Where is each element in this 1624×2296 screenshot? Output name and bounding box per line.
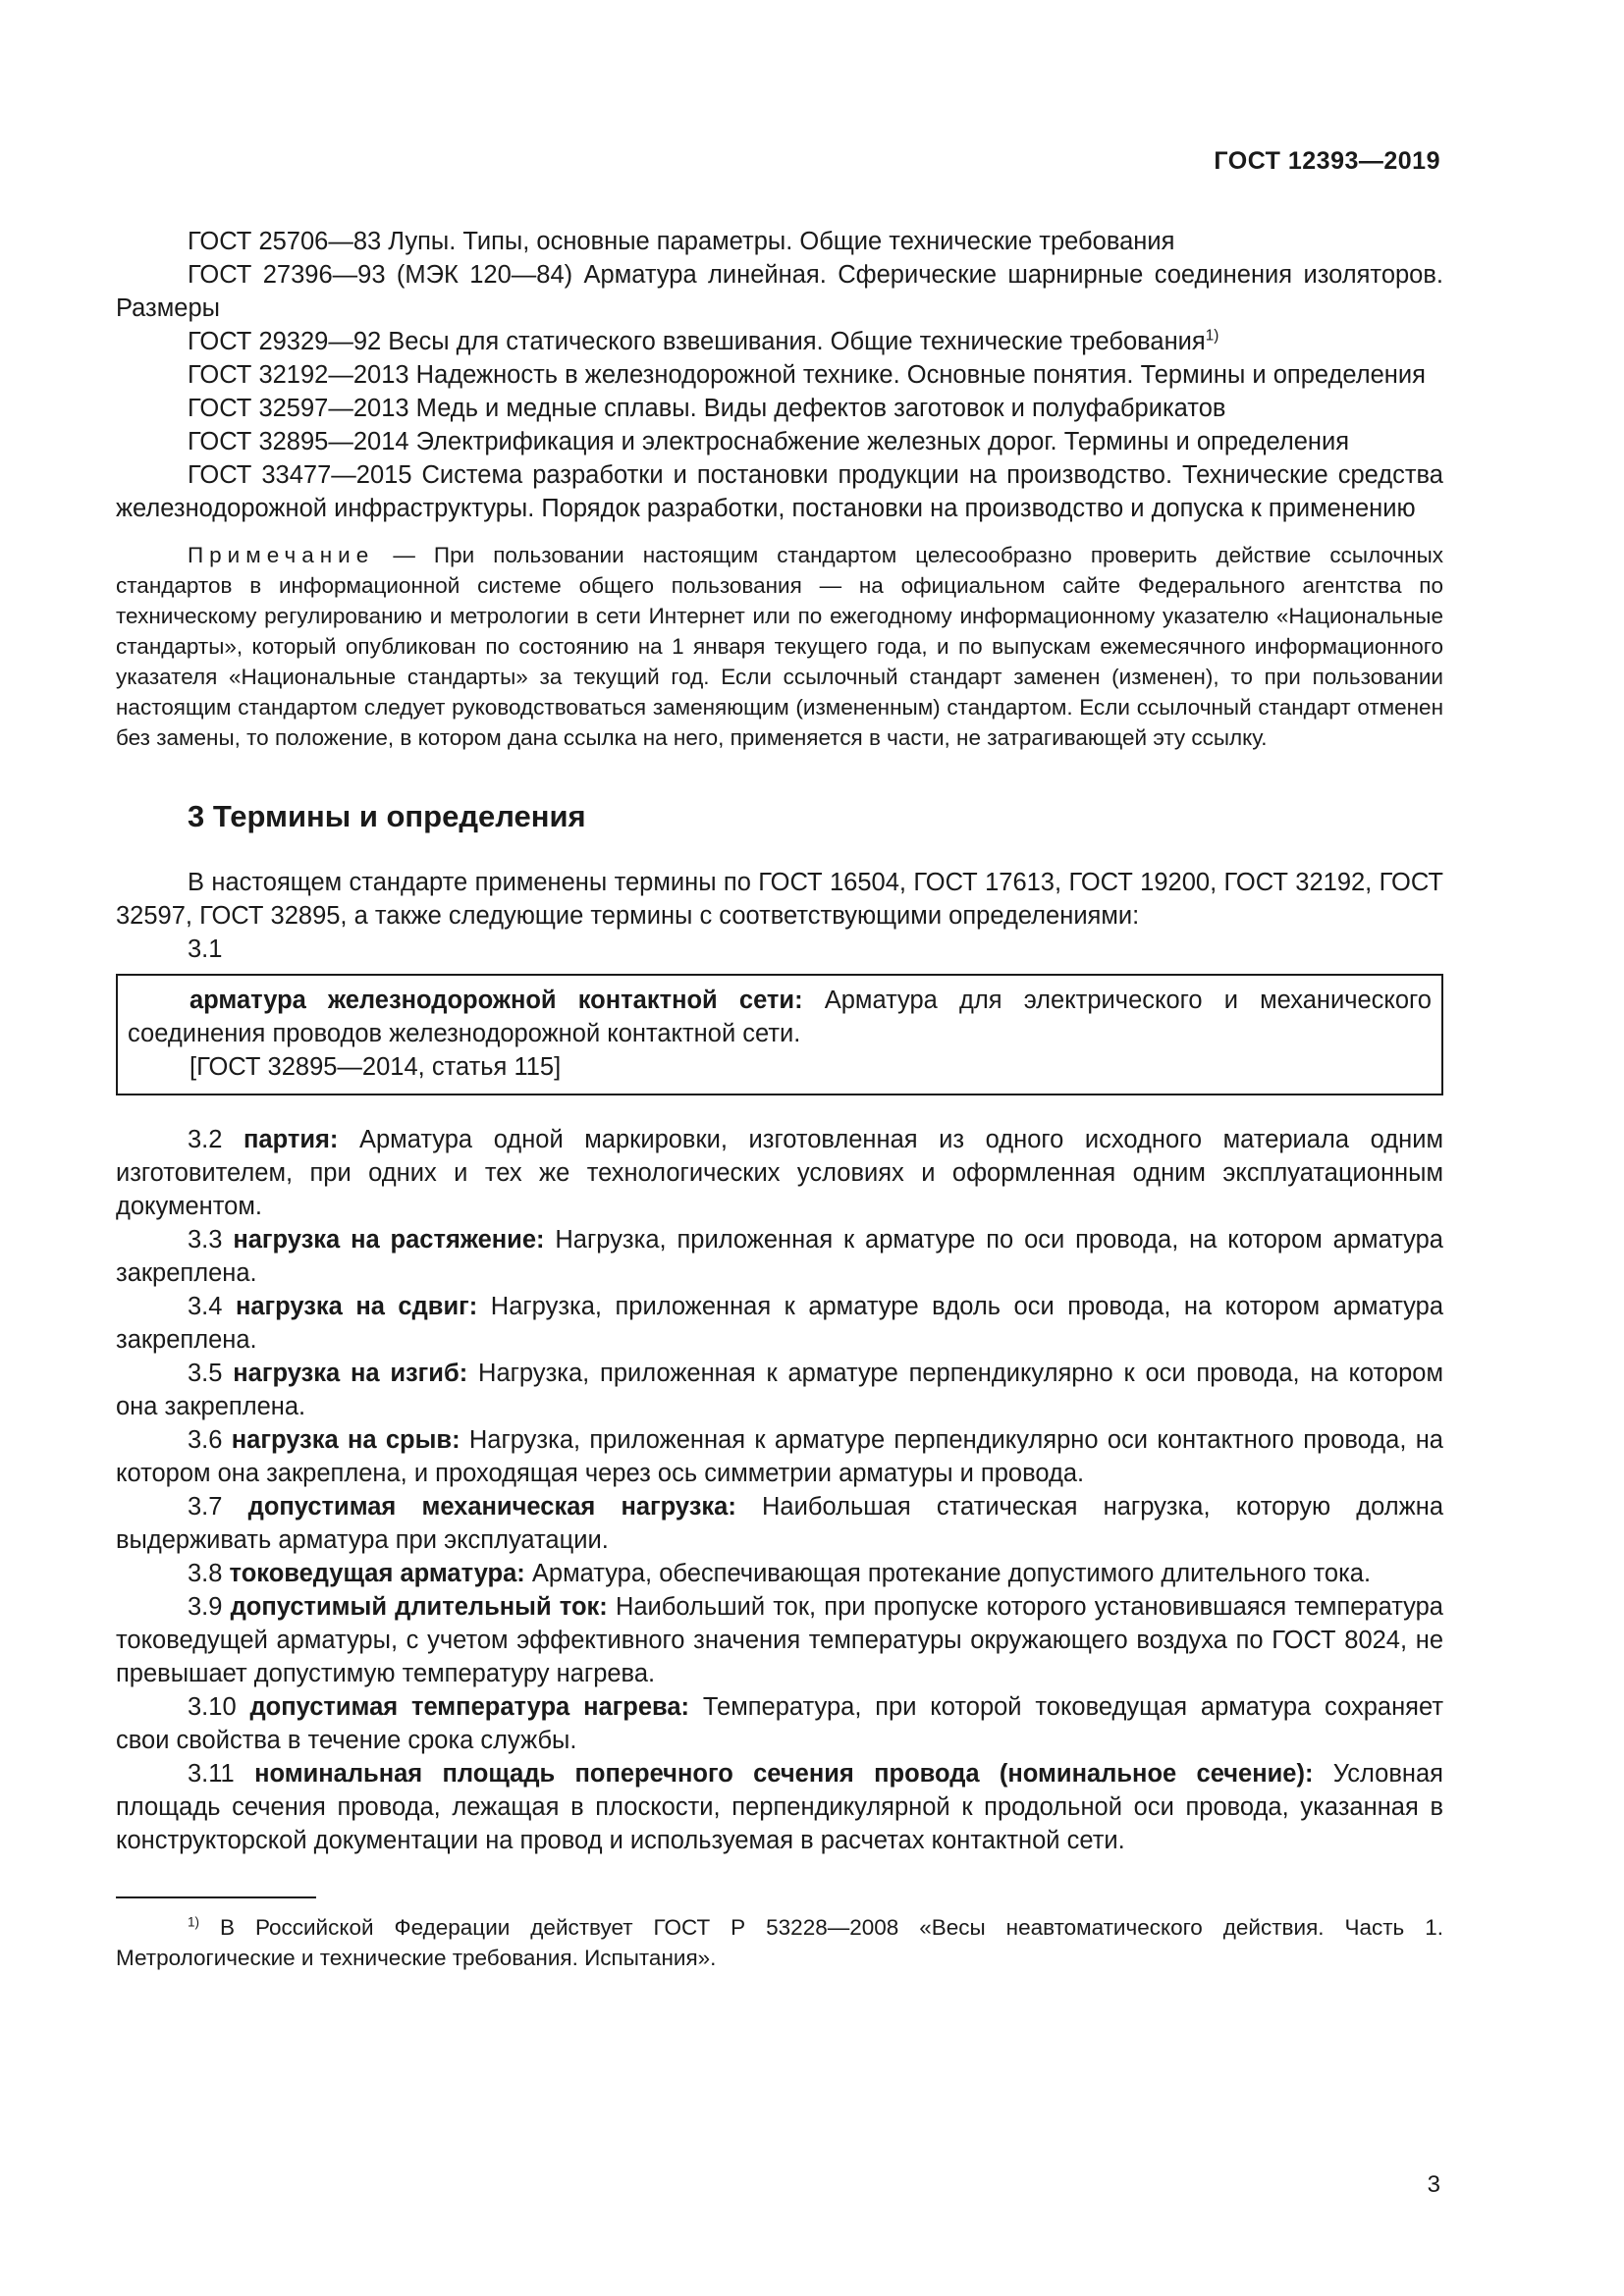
term-name: номинальная площадь поперечного сечения провода (номинальное сечение):	[254, 1760, 1314, 1788]
main-content	[116, 225, 1443, 1973]
footnote-text: В Российской Федерации действует ГОСТ Р 53228—2008 «Весы неавтоматического действия. Часть 1. Метрологические и технические требования. Испытания».	[116, 1915, 1443, 1970]
document-code: ГОСТ 12393—2019	[1214, 147, 1440, 175]
term-text: Нагрузка, приложенная к арматуре по оси провода, на котором арматура закреплена.	[116, 1226, 1443, 1287]
note-text: — При пользовании настоящим стандартом целесообразно проверить действие ссылочных стандартов в информационной системе общего пользования — на официальном сайте Федерального агентства по техническому регулированию и метрологии в сети Интернет или по ежегодному информационному указателю «Национальные стандарты», который опубликован по состоянию на 1 января текущего года, и по выпускам ежемесячного информационного указателя «Национальные стандарты» за текущий год. Если ссылочный стандарт заменен (изменен), то при пользовании настоящим стандартом следует руководствоваться заменяющим (измененным) стандартом. Если ссылочный стандарт отменен без замены, то положение, в котором дана ссылка на него, применяется в части, не затрагивающей эту ссылку.	[116, 543, 1443, 750]
term-text: Нагрузка, приложенная к арматуре вдоль оси провода, на котором арматура закреплена.	[116, 1293, 1443, 1354]
term-name: партия:	[244, 1126, 339, 1153]
footnote-divider	[116, 1896, 316, 1898]
term-definition	[116, 1557, 1443, 1590]
term-definition	[116, 1590, 1443, 1690]
term-number: 3.7	[188, 1493, 223, 1521]
reference-item: ГОСТ 27396—93 (МЭК 120—84) Арматура линейная. Сферические шарнирные соединения изоляторов. Размеры	[116, 261, 1443, 322]
term-text: Температура, при которой токоведущая арматура сохраняет свои свойства в течение срока службы.	[116, 1693, 1443, 1754]
term-name: допустимый длительный ток:	[230, 1593, 608, 1621]
reference-text: ГОСТ 29329—92 Весы для статического взвешивания. Общие технические требования	[188, 328, 1206, 355]
term-name: нагрузка на изгиб:	[233, 1360, 468, 1387]
note-label: Примечание	[188, 543, 375, 567]
term-definition	[116, 1290, 1443, 1357]
term-number: 3.1	[188, 935, 223, 963]
term-text: Нагрузка, приложенная к арматуре перпендикулярно к оси провода, на котором она закреплена.	[116, 1360, 1443, 1420]
reference-item	[116, 325, 1443, 358]
term-name: допустимая температура нагрева:	[249, 1693, 690, 1721]
term-definition	[116, 1757, 1443, 1857]
section-intro: В настоящем стандарте применены термины по ГОСТ 16504, ГОСТ 17613, ГОСТ 19200, ГОСТ 32192, ГОСТ 32597, ГОСТ 32895, а также следующие термины с соответствующими определениями:	[116, 869, 1443, 930]
term-number: 3.5	[188, 1360, 223, 1387]
reference-item: ГОСТ 32597—2013 Медь и медные сплавы. Виды дефектов заготовок и полуфабрикатов	[188, 395, 1226, 422]
reference-item: ГОСТ 32895—2014 Электрификация и электроснабжение железных дорог. Термины и определения	[188, 428, 1350, 455]
term-definition	[116, 1490, 1443, 1557]
section-title: 3 Термины и определения	[188, 799, 586, 833]
term-number: 3.9	[188, 1593, 223, 1621]
reference-item: ГОСТ 33477—2015 Система разработки и постановки продукции на производство. Технические средства железнодорожной инфраструктуры. Порядок разработки, постановки на производство и допуска к применению	[116, 461, 1443, 522]
term-text: Арматура одной маркировки, изготовленная из одного исходного материала одним изготовителем, при одних и тех же технологических условиях и оформленная одним эксплуатационным документом.	[116, 1126, 1443, 1220]
footnote-mark: 1)	[188, 1914, 200, 1930]
term-number: 3.4	[188, 1293, 223, 1320]
term-definition	[116, 1423, 1443, 1490]
term-number: 3.3	[188, 1226, 223, 1254]
term-number: 3.6	[188, 1426, 223, 1454]
term-text: Нагрузка, приложенная к арматуре перпендикулярно оси контактного провода, на котором она закреплена, и проходящая через ось симметрии арматуры и провода.	[116, 1426, 1443, 1487]
term-name: арматура железнодорожной контактной сети:	[189, 987, 803, 1014]
term-number: 3.2	[188, 1126, 223, 1153]
term-name: нагрузка на растяжение:	[233, 1226, 545, 1254]
term-name: нагрузка на срыв:	[231, 1426, 460, 1454]
note-paragraph	[116, 540, 1443, 753]
reference-item: ГОСТ 32192—2013 Надежность в железнодорожной технике. Основные понятия. Термины и определения	[188, 361, 1426, 389]
term-source: [ГОСТ 32895—2014, статья 115]	[189, 1053, 562, 1081]
boxed-term-definition	[116, 974, 1443, 1095]
term-definition	[116, 1357, 1443, 1423]
term-name: допустимая механическая нагрузка:	[247, 1493, 736, 1521]
term-text: Наибольший ток, при пропуске которого установившаяся температура токоведущей арматуры, с учетом эффективного значения температуры окружающего воздуха по ГОСТ 8024, не превышает допустимую температуру нагрева.	[116, 1593, 1443, 1687]
term-text: Арматура для электрического и механического соединения проводов железнодорожной контактной сети.	[128, 987, 1432, 1047]
reference-item: ГОСТ 25706—83 Лупы. Типы, основные параметры. Общие технические требования	[188, 228, 1175, 255]
term-number: 3.10	[188, 1693, 237, 1721]
term-text: Условная площадь сечения провода, лежащая в плоскости, перпендикулярной к продольной оси провода, указанная в конструкторской документации на провод и используемая в расчетах контактной сети.	[116, 1760, 1443, 1854]
term-definition	[116, 1223, 1443, 1290]
term-definition	[116, 1123, 1443, 1223]
term-number: 3.8	[188, 1560, 223, 1587]
term-text: Арматура, обеспечивающая протекание допустимого длительного тока.	[524, 1560, 1372, 1587]
term-definition	[128, 984, 1432, 1050]
term-definition	[116, 1690, 1443, 1757]
term-name: нагрузка на сдвиг:	[235, 1293, 478, 1320]
footnote-ref-mark: 1)	[1205, 327, 1219, 345]
page-number: 3	[1427, 2171, 1440, 2198]
term-text: Наибольшая статическая нагрузка, которую должна выдерживать арматура при эксплуатации.	[116, 1493, 1443, 1554]
term-name: токоведущая арматура:	[229, 1560, 525, 1587]
footnote	[116, 1912, 1443, 1973]
term-number: 3.11	[188, 1760, 235, 1788]
